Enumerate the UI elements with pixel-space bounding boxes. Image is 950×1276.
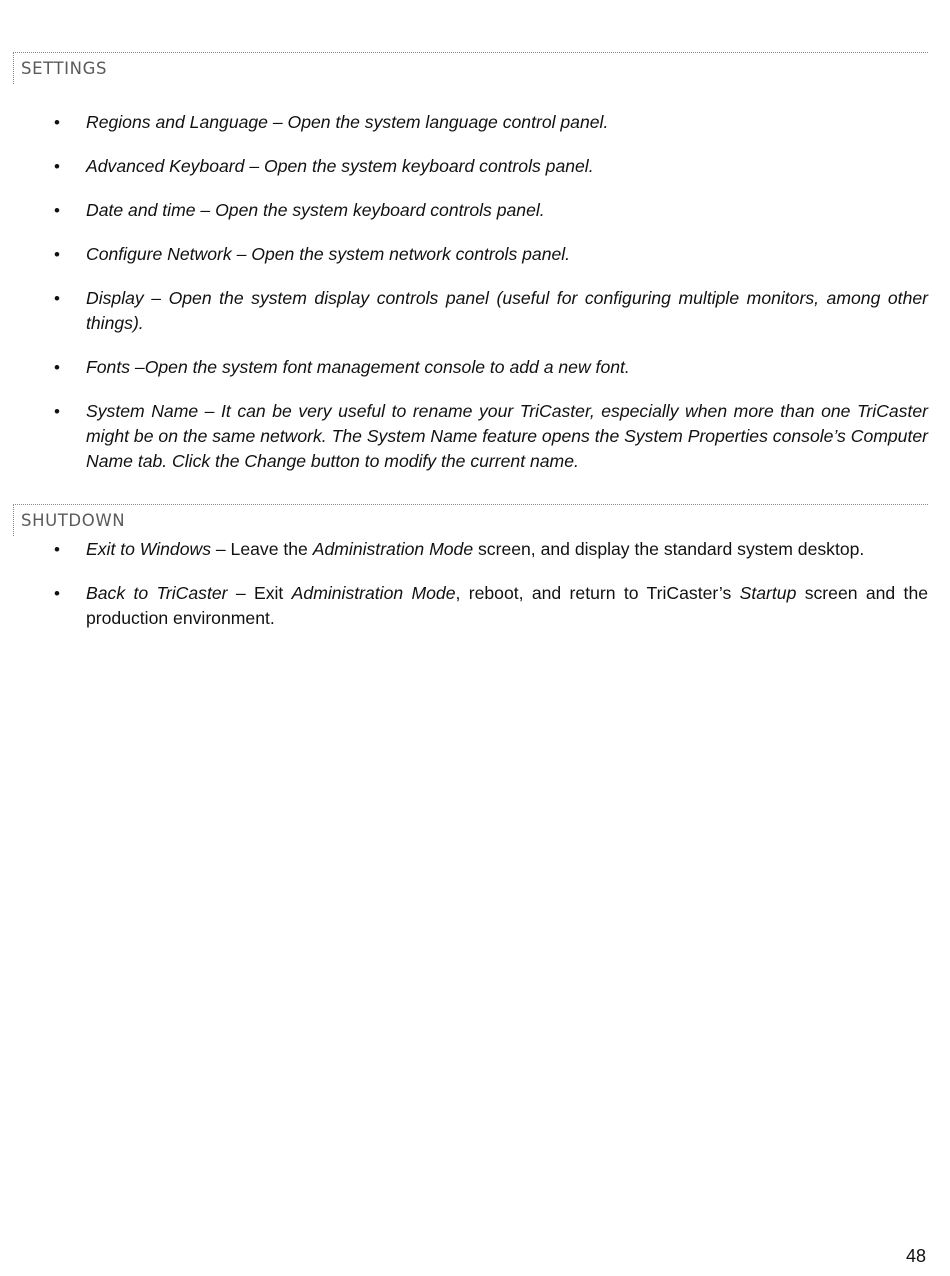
item-term: Administration Mode bbox=[291, 583, 456, 603]
item-lead: Fonts – bbox=[86, 357, 145, 377]
bullet-icon: • bbox=[54, 540, 60, 559]
page-number: 48 bbox=[905, 1246, 926, 1266]
item-text: screen and the production environment. bbox=[86, 583, 929, 628]
item-text: Open the system keyboard controls panel. bbox=[264, 156, 594, 176]
list-item bbox=[13, 355, 928, 380]
settings-list bbox=[13, 110, 928, 474]
list-item bbox=[13, 154, 928, 179]
item-text: Open the system language control panel. bbox=[287, 112, 609, 132]
item-lead: System Name – bbox=[86, 401, 221, 421]
list-item bbox=[13, 286, 928, 336]
item-term: Back to TriCaster bbox=[86, 583, 228, 603]
item-text: , reboot, and return to TriCaster’s bbox=[455, 583, 740, 603]
item-term: Administration Mode bbox=[312, 539, 474, 559]
item-lead: Regions and Language – bbox=[86, 112, 288, 132]
settings-header bbox=[13, 52, 928, 84]
list-item bbox=[13, 198, 928, 223]
list-item bbox=[13, 242, 928, 267]
item-text: Open the system network controls panel. bbox=[251, 244, 571, 264]
shutdown-section bbox=[13, 504, 928, 650]
list-item bbox=[13, 110, 928, 135]
shutdown-list bbox=[13, 537, 928, 631]
item-term: Startup bbox=[739, 583, 797, 603]
item-text: It can be very useful to rename your TriCaster, especially when more than one TriCaster might be on the same network. The System Name feature opens the System Properties console’s Computer Name tab. Click the Change button to modify the current name. bbox=[86, 401, 928, 471]
bullet-icon: • bbox=[54, 358, 60, 377]
list-item bbox=[13, 537, 928, 562]
item-text: – Exit bbox=[227, 583, 292, 603]
list-item bbox=[13, 399, 928, 474]
list-item bbox=[13, 581, 928, 631]
item-text: Open the system font management console to add a new font. bbox=[144, 357, 630, 377]
bullet-icon: • bbox=[54, 201, 60, 220]
item-lead: Configure Network – bbox=[86, 244, 252, 264]
item-text: – Leave the bbox=[211, 539, 313, 559]
item-text: Open the system display controls panel (useful for configuring multiple monitors, among other things). bbox=[86, 288, 928, 333]
bullet-icon: • bbox=[54, 402, 60, 421]
item-text: Open the system keyboard controls panel. bbox=[215, 200, 545, 220]
bullet-icon: • bbox=[54, 289, 60, 308]
item-lead: Advanced Keyboard – bbox=[86, 156, 265, 176]
item-term: Exit to Windows bbox=[86, 539, 211, 559]
settings-title: SETTINGS bbox=[21, 59, 108, 78]
item-text: screen, and display the standard system desktop. bbox=[473, 539, 865, 559]
shutdown-title: SHUTDOWN bbox=[21, 511, 126, 530]
item-lead: Display – bbox=[86, 288, 169, 308]
bullet-icon: • bbox=[54, 157, 60, 176]
bullet-icon: • bbox=[54, 245, 60, 264]
shutdown-header bbox=[13, 504, 928, 536]
bullet-icon: • bbox=[54, 113, 60, 132]
item-lead: Date and time – bbox=[86, 200, 216, 220]
settings-section bbox=[13, 52, 928, 493]
bullet-icon: • bbox=[54, 584, 60, 603]
